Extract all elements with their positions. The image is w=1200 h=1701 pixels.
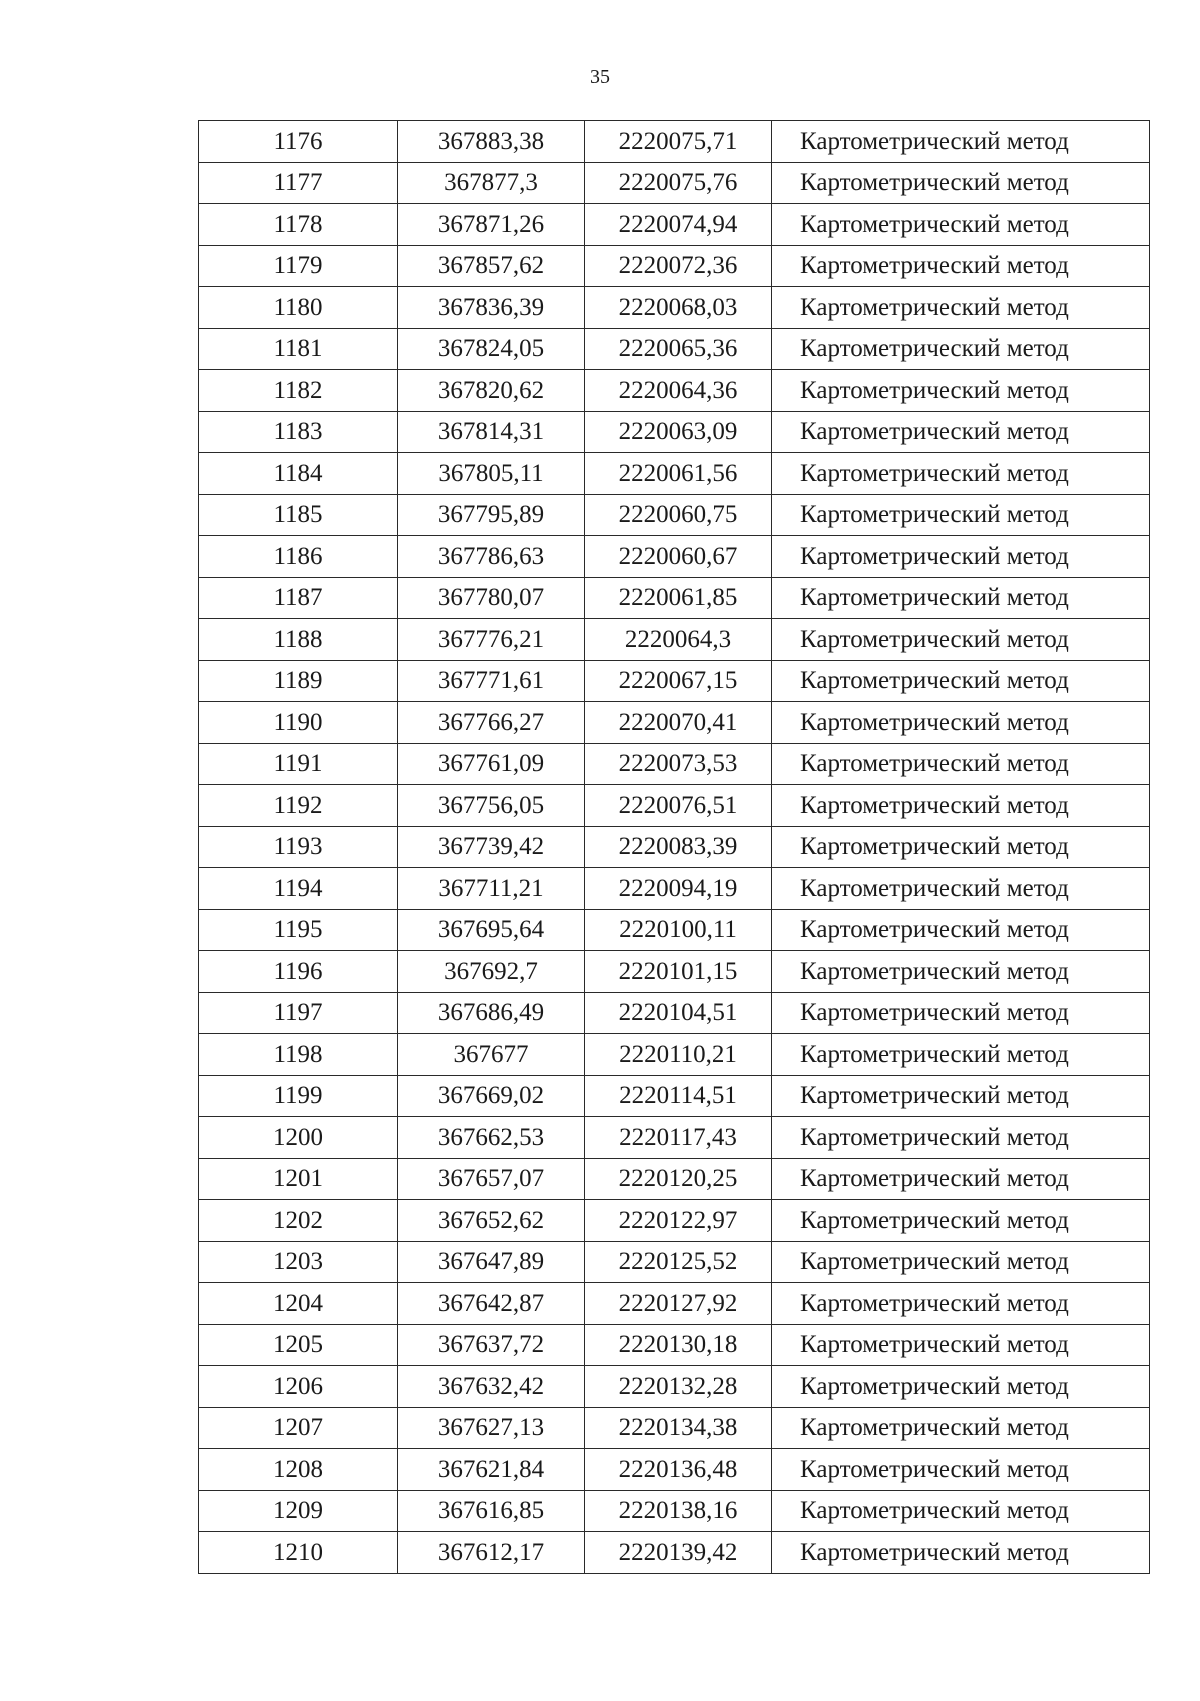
y-coordinate-cell: 2220136,48 [585,1449,772,1491]
method-cell: Картометрический метод [772,1283,1150,1325]
table-row [199,121,1150,163]
point-number-cell: 1196 [199,951,398,993]
table-row [199,1407,1150,1449]
point-number-cell: 1208 [199,1449,398,1491]
table-row [199,204,1150,246]
point-number-cell: 1206 [199,1366,398,1408]
table-row [199,245,1150,287]
method-cell: Картометрический метод [772,328,1150,370]
x-coordinate-cell: 367820,62 [398,370,585,412]
method-cell: Картометрический метод [772,992,1150,1034]
x-coordinate-cell: 367776,21 [398,619,585,661]
y-coordinate-cell: 2220110,21 [585,1034,772,1076]
table-row [199,1117,1150,1159]
y-coordinate-cell: 2220067,15 [585,660,772,702]
table-row [199,785,1150,827]
table-row [199,536,1150,578]
point-number-cell: 1191 [199,743,398,785]
x-coordinate-cell: 367771,61 [398,660,585,702]
point-number-cell: 1177 [199,162,398,204]
y-coordinate-cell: 2220100,11 [585,909,772,951]
table-row [199,494,1150,536]
x-coordinate-cell: 367805,11 [398,453,585,495]
method-cell: Картометрический метод [772,577,1150,619]
x-coordinate-cell: 367662,53 [398,1117,585,1159]
y-coordinate-cell: 2220065,36 [585,328,772,370]
y-coordinate-cell: 2220101,15 [585,951,772,993]
method-cell: Картометрический метод [772,743,1150,785]
table-row [199,826,1150,868]
x-coordinate-cell: 367677 [398,1034,585,1076]
x-coordinate-cell: 367761,09 [398,743,585,785]
table-row [199,868,1150,910]
point-number-cell: 1205 [199,1324,398,1366]
x-coordinate-cell: 367836,39 [398,287,585,329]
x-coordinate-cell: 367686,49 [398,992,585,1034]
method-cell: Картометрический метод [772,619,1150,661]
x-coordinate-cell: 367739,42 [398,826,585,868]
coordinates-table [198,120,1150,1574]
method-cell: Картометрический метод [772,453,1150,495]
table-row [199,1200,1150,1242]
table-row [199,1490,1150,1532]
x-coordinate-cell: 367883,38 [398,121,585,163]
method-cell: Картометрический метод [772,1117,1150,1159]
x-coordinate-cell: 367657,07 [398,1158,585,1200]
y-coordinate-cell: 2220061,85 [585,577,772,619]
point-number-cell: 1184 [199,453,398,495]
table-row [199,1532,1150,1574]
x-coordinate-cell: 367756,05 [398,785,585,827]
x-coordinate-cell: 367857,62 [398,245,585,287]
table-row [199,577,1150,619]
point-number-cell: 1193 [199,826,398,868]
table-row [199,1034,1150,1076]
point-number-cell: 1181 [199,328,398,370]
table-row [199,411,1150,453]
y-coordinate-cell: 2220125,52 [585,1241,772,1283]
point-number-cell: 1204 [199,1283,398,1325]
method-cell: Картометрический метод [772,162,1150,204]
y-coordinate-cell: 2220076,51 [585,785,772,827]
method-cell: Картометрический метод [772,1075,1150,1117]
point-number-cell: 1194 [199,868,398,910]
y-coordinate-cell: 2220117,43 [585,1117,772,1159]
y-coordinate-cell: 2220060,75 [585,494,772,536]
method-cell: Картометрический метод [772,826,1150,868]
point-number-cell: 1195 [199,909,398,951]
method-cell: Картометрический метод [772,287,1150,329]
x-coordinate-cell: 367711,21 [398,868,585,910]
method-cell: Картометрический метод [772,494,1150,536]
y-coordinate-cell: 2220064,3 [585,619,772,661]
table-row [199,992,1150,1034]
point-number-cell: 1178 [199,204,398,246]
point-number-cell: 1183 [199,411,398,453]
y-coordinate-cell: 2220075,76 [585,162,772,204]
x-coordinate-cell: 367627,13 [398,1407,585,1449]
point-number-cell: 1179 [199,245,398,287]
y-coordinate-cell: 2220070,41 [585,702,772,744]
x-coordinate-cell: 367652,62 [398,1200,585,1242]
x-coordinate-cell: 367632,42 [398,1366,585,1408]
y-coordinate-cell: 2220074,94 [585,204,772,246]
x-coordinate-cell: 367692,7 [398,951,585,993]
y-coordinate-cell: 2220114,51 [585,1075,772,1117]
method-cell: Картометрический метод [772,1407,1150,1449]
table-row [199,287,1150,329]
point-number-cell: 1198 [199,1034,398,1076]
y-coordinate-cell: 2220063,09 [585,411,772,453]
table-row [199,660,1150,702]
y-coordinate-cell: 2220138,16 [585,1490,772,1532]
method-cell: Картометрический метод [772,1158,1150,1200]
x-coordinate-cell: 367647,89 [398,1241,585,1283]
method-cell: Картометрический метод [772,785,1150,827]
x-coordinate-cell: 367642,87 [398,1283,585,1325]
method-cell: Картометрический метод [772,245,1150,287]
x-coordinate-cell: 367621,84 [398,1449,585,1491]
method-cell: Картометрический метод [772,868,1150,910]
x-coordinate-cell: 367877,3 [398,162,585,204]
table-row [199,1241,1150,1283]
point-number-cell: 1180 [199,287,398,329]
method-cell: Картометрический метод [772,1490,1150,1532]
point-number-cell: 1192 [199,785,398,827]
y-coordinate-cell: 2220061,56 [585,453,772,495]
y-coordinate-cell: 2220132,28 [585,1366,772,1408]
table-row [199,1075,1150,1117]
y-coordinate-cell: 2220064,36 [585,370,772,412]
x-coordinate-cell: 367871,26 [398,204,585,246]
point-number-cell: 1203 [199,1241,398,1283]
method-cell: Картометрический метод [772,1449,1150,1491]
method-cell: Картометрический метод [772,909,1150,951]
y-coordinate-cell: 2220094,19 [585,868,772,910]
point-number-cell: 1182 [199,370,398,412]
x-coordinate-cell: 367766,27 [398,702,585,744]
y-coordinate-cell: 2220134,38 [585,1407,772,1449]
point-number-cell: 1187 [199,577,398,619]
table-row [199,1158,1150,1200]
x-coordinate-cell: 367669,02 [398,1075,585,1117]
x-coordinate-cell: 367795,89 [398,494,585,536]
point-number-cell: 1186 [199,536,398,578]
point-number-cell: 1190 [199,702,398,744]
x-coordinate-cell: 367637,72 [398,1324,585,1366]
point-number-cell: 1197 [199,992,398,1034]
x-coordinate-cell: 367814,31 [398,411,585,453]
method-cell: Картометрический метод [772,121,1150,163]
table-row [199,453,1150,495]
table-row [199,619,1150,661]
y-coordinate-cell: 2220130,18 [585,1324,772,1366]
table-row [199,370,1150,412]
method-cell: Картометрический метод [772,1241,1150,1283]
y-coordinate-cell: 2220073,53 [585,743,772,785]
method-cell: Картометрический метод [772,1532,1150,1574]
y-coordinate-cell: 2220083,39 [585,826,772,868]
point-number-cell: 1185 [199,494,398,536]
table-row [199,743,1150,785]
table-row [199,909,1150,951]
y-coordinate-cell: 2220075,71 [585,121,772,163]
point-number-cell: 1200 [199,1117,398,1159]
y-coordinate-cell: 2220068,03 [585,287,772,329]
method-cell: Картометрический метод [772,1034,1150,1076]
x-coordinate-cell: 367824,05 [398,328,585,370]
method-cell: Картометрический метод [772,370,1150,412]
x-coordinate-cell: 367695,64 [398,909,585,951]
point-number-cell: 1199 [199,1075,398,1117]
table-row [199,702,1150,744]
y-coordinate-cell: 2220060,67 [585,536,772,578]
method-cell: Картометрический метод [772,1324,1150,1366]
point-number-cell: 1202 [199,1200,398,1242]
x-coordinate-cell: 367612,17 [398,1532,585,1574]
table-row [199,162,1150,204]
point-number-cell: 1207 [199,1407,398,1449]
table-row [199,1449,1150,1491]
table-row [199,951,1150,993]
method-cell: Картометрический метод [772,951,1150,993]
y-coordinate-cell: 2220127,92 [585,1283,772,1325]
point-number-cell: 1189 [199,660,398,702]
page-number: 35 [590,66,610,88]
method-cell: Картометрический метод [772,411,1150,453]
y-coordinate-cell: 2220122,97 [585,1200,772,1242]
point-number-cell: 1210 [199,1532,398,1574]
table-row [199,1324,1150,1366]
table-row [199,328,1150,370]
x-coordinate-cell: 367616,85 [398,1490,585,1532]
y-coordinate-cell: 2220072,36 [585,245,772,287]
y-coordinate-cell: 2220139,42 [585,1532,772,1574]
point-number-cell: 1209 [199,1490,398,1532]
point-number-cell: 1201 [199,1158,398,1200]
y-coordinate-cell: 2220104,51 [585,992,772,1034]
method-cell: Картометрический метод [772,536,1150,578]
y-coordinate-cell: 2220120,25 [585,1158,772,1200]
method-cell: Картометрический метод [772,1200,1150,1242]
x-coordinate-cell: 367780,07 [398,577,585,619]
method-cell: Картометрический метод [772,702,1150,744]
point-number-cell: 1188 [199,619,398,661]
table-body [199,121,1150,1574]
table-row [199,1283,1150,1325]
method-cell: Картометрический метод [772,1366,1150,1408]
x-coordinate-cell: 367786,63 [398,536,585,578]
table-row [199,1366,1150,1408]
method-cell: Картометрический метод [772,660,1150,702]
method-cell: Картометрический метод [772,204,1150,246]
point-number-cell: 1176 [199,121,398,163]
